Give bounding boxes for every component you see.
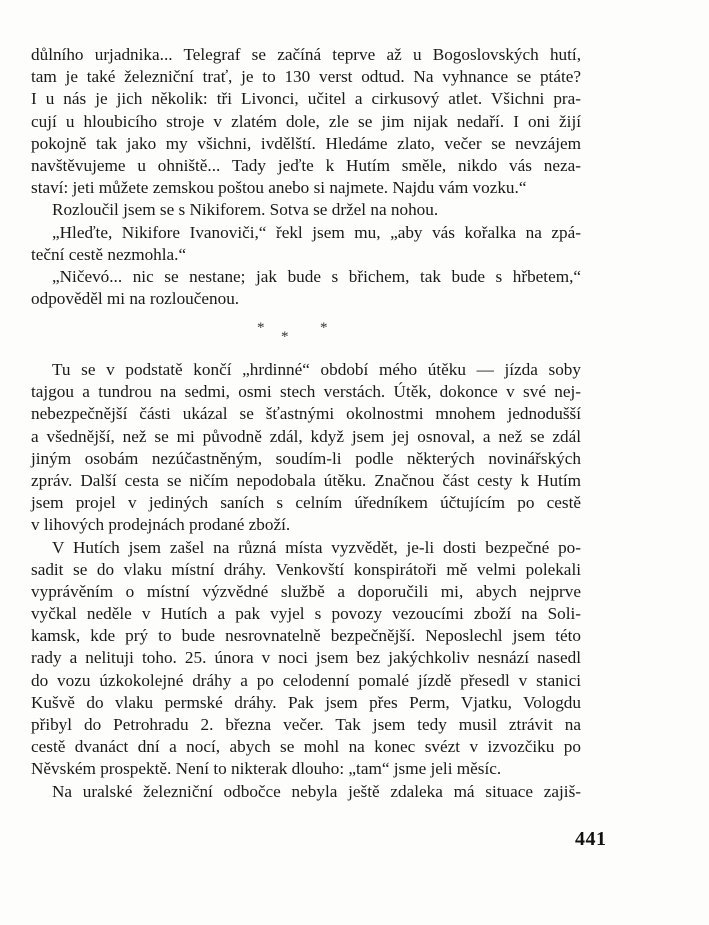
- text-line: zpráv. Další cesta se ničím nepodobala útěku. Značnou část cesty k Hutím: [31, 470, 581, 490]
- text-line: pokojně tak jako my všichni, ivdělští. Hledáme zlato, večer se nevzájem: [31, 133, 581, 153]
- text-line: V Hutích jsem zašel na různá místa vyzvědět, je-li dosti bezpečné po-: [52, 537, 581, 557]
- text-line: odpověděl mi na rozloučenou.: [31, 289, 240, 309]
- text-line: rady a nelituji toho. 25. února v noci jsem bez jakýchkoliv nesnází nasedl: [31, 648, 581, 668]
- text-line: teční cestě nezmohla.“: [31, 244, 187, 264]
- text-line: cestě dvanáct dní a nocí, abych se mohl na konec svézt v izvozčiku po: [31, 737, 581, 757]
- text-line: přibyl do Petrohradu 2. března večer. Tak jsem tedy musil ztrávit na: [31, 715, 581, 734]
- text-line: navštěvujeme u ohniště... Tady jeďte k Hutím směle, nikdo vás neza-: [31, 155, 581, 175]
- asterisk: *: [320, 320, 328, 336]
- text-line: jiným osobám nezúčastněným, soudím-li podle některých novinářských: [31, 448, 581, 468]
- text-line: sadit se do vlaku místní dráhy. Venkovští konspirátoři mě velmi polekali: [31, 559, 581, 579]
- text-line: nebezpečnější části ukázal se šťastnými okolnostmi mnohem jednodušší: [31, 404, 581, 424]
- text-line: vyčkal neděle v Hutích a pak vyjel s povozy vezoucími zboží na Soli-: [31, 604, 581, 624]
- text-line: cují u hloubicího stroje v zlatém dole, zle se jim nijak nedaří. I oni žijí: [31, 111, 581, 131]
- text-line: staví: jeti můžete zemskou poštou anebo si najmete. Najdu vám vozku.“: [31, 178, 527, 198]
- text-line: vyprávěním o místní výzvědné službě a doporučili mi, abych nejprve: [31, 581, 581, 601]
- text-line: a všednější, než se mi původně zdál, když jsem jej osnoval, a než se zdál: [31, 426, 581, 446]
- text-line: I u nás je jich několik: tři Livonci, učitel a cirkusový atlet. Všichni pra-: [31, 89, 581, 109]
- text-line: tam je také železniční trať, je to 130 verst odtud. Na vyhnance se ptáte?: [31, 67, 581, 87]
- section-separator: [250, 320, 350, 350]
- text-line: důlního urjadnika... Telegraf se začíná teprve až u Bogoslovských hutí,: [31, 45, 581, 64]
- text-block-upper: [31, 44, 581, 310]
- text-line: jsem projel v jediných saních s celním úředníkem účtujícím po cestě: [31, 493, 581, 513]
- text-line: Něvském prospektě. Není to nikterak dlouho: „tam“ jsme jeli měsíc.: [31, 759, 502, 779]
- asterisk: *: [281, 329, 289, 345]
- text-line: „Ničevó... nic se nestane; jak bude s břichem, tak bude s hřbetem,“: [52, 266, 581, 286]
- text-line: v lihových prodejnách prodané zboží.: [31, 515, 291, 535]
- text-block-lower: [31, 359, 581, 803]
- text-line: „Hleďte, Nikifore Ivanoviči,“ řekl jsem mu, „aby vás kořalka na zpá-: [52, 222, 581, 242]
- text-line: Kušvě do vlaku permské dráhy. Pak jsem přes Perm, Vjatku, Vologdu: [31, 692, 581, 712]
- page-number: 441: [575, 828, 607, 850]
- text-line: Na uralské železniční odbočce nebyla ještě zdaleka má situace zajiš-: [52, 781, 581, 801]
- text-line: tajgou a tundrou na sedmi, osmi stech verstách. Útěk, dokonce v své nej-: [31, 382, 581, 402]
- text-line: do vozu úzkokolejné dráhy a po celodenní pomalé jízdě přesedl v stanici: [31, 670, 581, 690]
- text-line: Tu se v podstatě končí „hrdinné“ období mého útěku — jízda soby: [52, 360, 581, 379]
- text-line: kamsk, kde prý to bude nesrovnatelně bezpečnější. Neposlechl jsem této: [31, 626, 581, 646]
- asterisk: *: [257, 320, 265, 336]
- text-line: Rozloučil jsem se s Nikiforem. Sotva se držel na nohou.: [52, 200, 439, 220]
